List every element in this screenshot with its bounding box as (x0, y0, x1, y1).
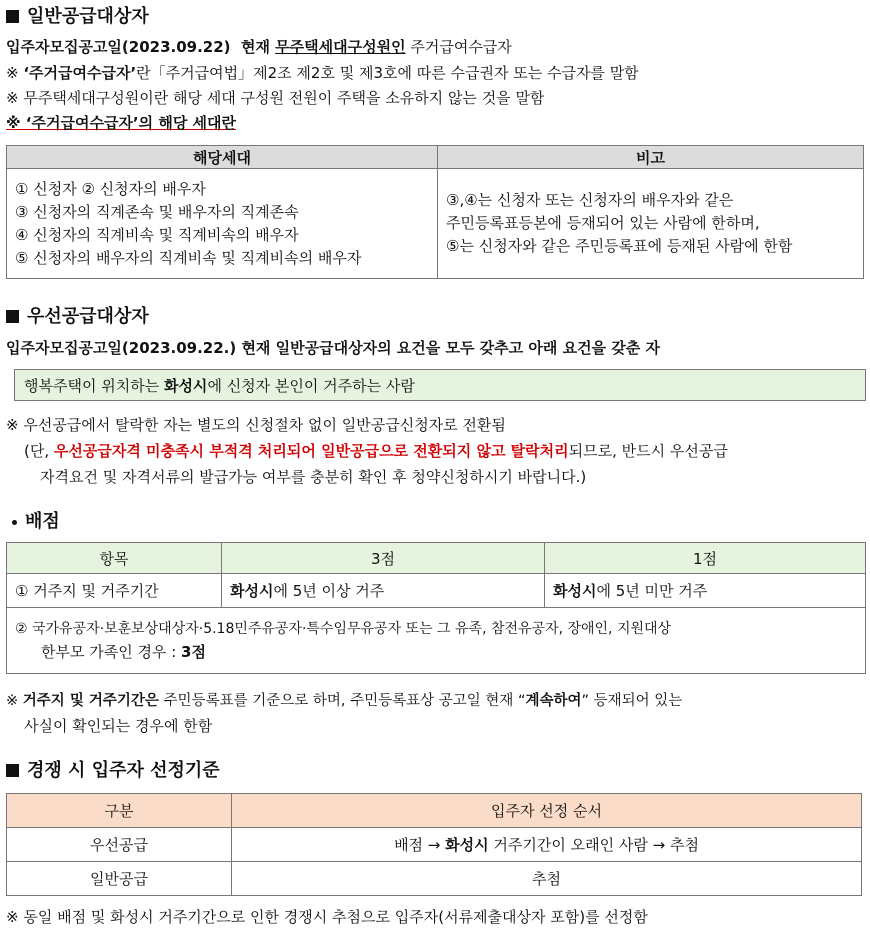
scoring-row1-1pt: 화성시에 5년 미만 거주 (545, 574, 866, 608)
priority-heading: 우선공급대상자 (6, 302, 149, 328)
general-note-1: ※ ‘주거급여수급자’란「주거급여법」제2조 제2호 및 제3호에 따른 수급권자 또는 수급자를 말함 (6, 64, 639, 82)
competition-footnote: ※ 동일 배점 및 화성시 거주기간으로 인한 경쟁시 추첨으로 입주자(서류제출대상자 포함)를 선정함 (6, 908, 648, 926)
scoring-row1-3pt: 화성시에 5년 이상 거주 (222, 574, 545, 608)
dot-bullet-icon (12, 520, 17, 525)
priority-note-1: ※ 우선공급에서 탈락한 자는 별도의 신청절차 없이 일반공급신청자로 전환됨 (6, 416, 506, 434)
scoring-col-3pt: 3점 (222, 543, 545, 574)
selection-row2-label: 일반공급 (7, 862, 232, 896)
scoring-note-cont: 사실이 확인되는 경우에 한함 (24, 717, 213, 735)
priority-note-2-cont: 자격요건 및 자격서류의 발급가능 여부를 충분히 확인 후 청약신청하시기 바랍니다.) (40, 468, 587, 486)
selection-table (6, 793, 862, 896)
general-note-2: ※ 무주택세대구성원이란 해당 세대 구성원 전원이 주택을 소유하지 않는 것을 말함 (6, 89, 545, 107)
scoring-heading: 배점 (12, 507, 60, 533)
household-table (6, 145, 864, 279)
scoring-table (6, 542, 866, 674)
scoring-col-item: 항목 (7, 543, 222, 574)
household-cell: ① 신청자 ② 신청자의 배우자 ③ 신청자의 직계존속 및 배우자의 직계존속 ④ 신청자의 직계비속 및 직계비속의 배우자 ⑤ 신청자의 배우자의 직계비속 및 직계비속의 배우자 (7, 169, 438, 279)
scoring-col-1pt: 1점 (545, 543, 866, 574)
priority-requirement: 행복주택이 위치하는 화성시에 신청자 본인이 거주하는 사람 (24, 377, 415, 395)
general-intro: 입주자모집공고일(2023.09.22) 현재 무주택세대구성원인 주거급여수급자 (6, 38, 512, 56)
scoring-row1-item: ① 거주지 및 거주기간 (7, 574, 222, 608)
remarks-col-header: 비고 (438, 146, 864, 169)
selection-col-order: 입주자 선정 순서 (232, 794, 862, 828)
selection-row2-value: 추첨 (232, 862, 862, 896)
general-heading: 일반공급대상자 (6, 2, 149, 28)
scoring-note: ※ 거주지 및 거주기간은 주민등록표를 기준으로 하며, 주민등록표상 공고일 현재 “계속하여” 등재되어 있는 (6, 693, 683, 709)
competition-heading: 경쟁 시 입주자 선정기준 (6, 756, 220, 782)
square-bullet-icon (6, 764, 19, 777)
scoring-row2: ② 국가유공자·보훈보상대상자·5.18민주유공자·특수임무유공자 또는 그 유족, 참전유공자, 장애인, 지원대상 한부모 가족인 경우 : 3점 (7, 608, 866, 674)
square-bullet-icon (6, 310, 19, 323)
general-note-3: ※ ‘주거급여수급자’의 해당 세대란 (6, 114, 237, 132)
selection-row1-value: 배점 → 화성시 거주기간이 오래인 사람 → 추첨 (232, 828, 862, 862)
selection-row1-label: 우선공급 (7, 828, 232, 862)
selection-col-type: 구분 (7, 794, 232, 828)
priority-intro: 입주자모집공고일(2023.09.22.) 현재 일반공급대상자의 요건을 모두 갖추고 아래 요건을 갖춘 자 (6, 339, 660, 357)
household-col-header: 해당세대 (7, 146, 438, 169)
priority-note-2: (단, 우선공급자격 미충족시 부적격 처리되어 일반공급으로 전환되지 않고 탈락처리되므로, 반드시 우선공급 (24, 442, 728, 460)
remarks-cell: ③,④는 신청자 또는 신청자의 배우자와 같은 주민등록표등본에 등재되어 있는 사람에 한하며, ⑤는 신청자와 같은 주민등록표에 등재된 사람에 한함 (438, 169, 864, 279)
square-bullet-icon (6, 10, 19, 23)
